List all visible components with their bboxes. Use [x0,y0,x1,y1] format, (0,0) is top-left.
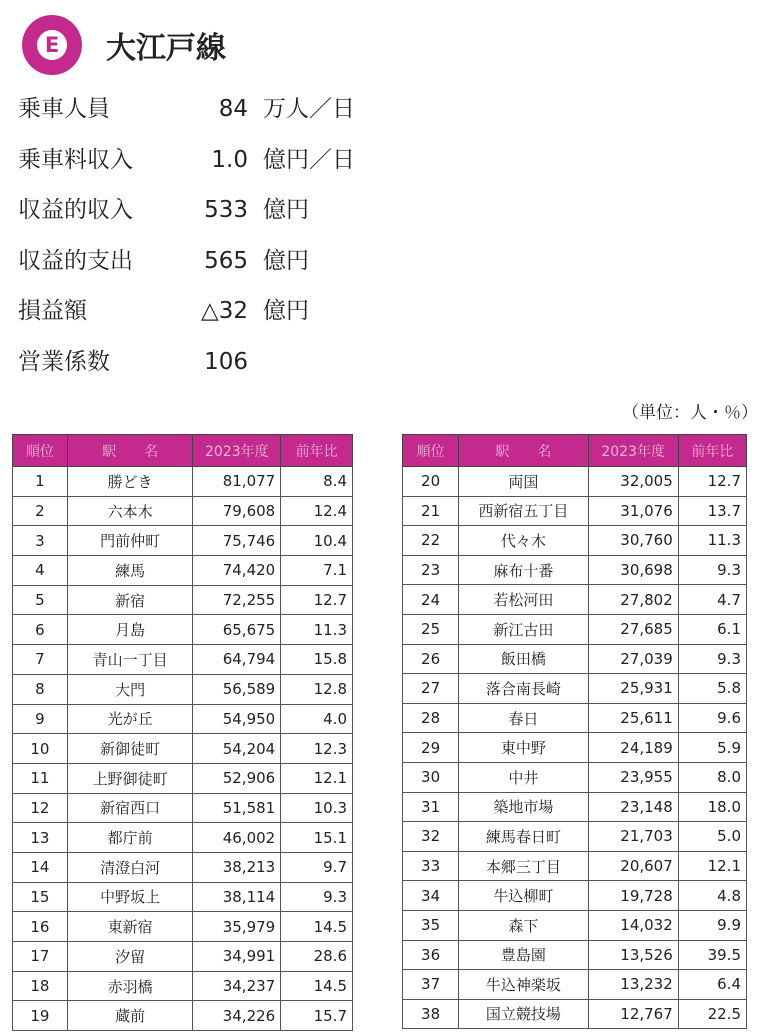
cell-yoy: 12.7 [281,585,353,615]
table-row [13,467,353,497]
cell-station: 新江古田 [459,614,588,644]
col-header-rank: 順位 [13,435,68,467]
cell-rank: 4 [13,556,68,586]
cell-station: 若松河田 [459,585,588,615]
cell-rank: 16 [13,912,68,942]
col-header-yoy: 前年比 [281,435,353,467]
col-header-yoy: 前年比 [678,435,746,467]
cell-ridership: 13,232 [588,970,678,1000]
cell-station: 勝どき [67,467,193,497]
cell-yoy: 9.3 [678,555,746,585]
stat-label: 損益額 [18,298,87,324]
cell-yoy: 5.8 [678,674,746,704]
page-title: 大江戸線 [106,31,226,66]
cell-rank: 21 [403,496,459,526]
cell-yoy: 9.3 [281,882,353,912]
cell-rank: 6 [13,615,68,645]
cell-station: 新宿 [67,585,193,615]
cell-yoy: 8.4 [281,467,353,497]
cell-yoy: 12.1 [678,851,746,881]
table-row [403,762,747,792]
station-ranking-table-right [402,434,747,1029]
cell-ridership: 38,114 [193,882,281,912]
table-row [13,942,353,972]
cell-station: 上野御徒町 [67,763,193,793]
cell-ridership: 19,728 [588,881,678,911]
cell-station: 麻布十番 [459,555,588,585]
table-row [13,763,353,793]
stat-unit: 億円 [263,298,309,324]
table-header-row [403,435,747,467]
cell-yoy: 12.1 [281,763,353,793]
table-row [403,674,747,704]
cell-ridership: 64,794 [193,645,281,675]
table-row [403,910,747,940]
col-header-station: 駅 名 [67,435,193,467]
cell-yoy: 28.6 [281,942,353,972]
stat-label: 乗車料収入 [18,146,133,173]
cell-station: 飯田橋 [459,644,588,674]
cell-station: 牛込柳町 [459,881,588,911]
cell-ridership: 21,703 [588,822,678,852]
cell-station: 東新宿 [67,912,193,942]
table-row [403,703,747,733]
cell-rank: 27 [403,674,459,704]
stat-label: 収益的収入 [18,197,133,223]
cell-rank: 31 [403,792,459,822]
stat-label: 営業係数 [18,348,110,375]
cell-ridership: 46,002 [193,823,281,853]
cell-yoy: 12.7 [678,467,746,497]
cell-station: 森下 [459,910,588,940]
col-header-ridership: 2023年度 [193,435,281,467]
cell-rank: 1 [13,467,68,497]
cell-rank: 29 [403,733,459,763]
cell-rank: 22 [403,526,459,556]
cell-station: 光が丘 [67,704,193,734]
cell-yoy: 12.4 [281,496,353,526]
cell-station: 豊島園 [459,940,588,970]
table-row [13,526,353,556]
cell-rank: 37 [403,970,459,1000]
cell-ridership: 54,204 [193,734,281,764]
table-row [13,645,353,675]
table-row [13,556,353,586]
cell-ridership: 65,675 [193,615,281,645]
cell-rank: 33 [403,851,459,881]
cell-rank: 18 [13,971,68,1001]
cell-yoy: 9.6 [678,703,746,733]
cell-rank: 28 [403,703,459,733]
cell-ridership: 25,611 [588,703,678,733]
table-row [13,793,353,823]
cell-rank: 10 [13,734,68,764]
cell-station: 落合南長崎 [459,674,588,704]
cell-rank: 26 [403,644,459,674]
cell-rank: 5 [13,585,68,615]
cell-station: 赤羽橋 [67,971,193,1001]
table-row [13,585,353,615]
table-row [13,882,353,912]
table-row [403,644,747,674]
cell-rank: 13 [13,823,68,853]
cell-ridership: 27,802 [588,585,678,615]
col-header-station: 駅 名 [459,435,588,467]
cell-station: 都庁前 [67,823,193,853]
stat-value: 533 [204,197,248,223]
cell-yoy: 4.7 [678,585,746,615]
cell-station: 春日 [459,703,588,733]
cell-yoy: 11.3 [678,526,746,556]
cell-ridership: 35,979 [193,912,281,942]
cell-yoy: 10.4 [281,526,353,556]
cell-yoy: 13.7 [678,496,746,526]
cell-station: 東中野 [459,733,588,763]
cell-yoy: 5.0 [678,822,746,852]
cell-yoy: 14.5 [281,912,353,942]
table-row [403,999,747,1029]
cell-ridership: 14,032 [588,910,678,940]
cell-ridership: 74,420 [193,556,281,586]
cell-ridership: 30,698 [588,555,678,585]
cell-ridership: 52,906 [193,763,281,793]
line-logo-icon [22,15,82,75]
table-row [13,674,353,704]
cell-rank: 11 [13,763,68,793]
cell-station: 代々木 [459,526,588,556]
line-logo-letter: E [37,30,67,60]
cell-ridership: 13,526 [588,940,678,970]
cell-yoy: 11.3 [281,615,353,645]
cell-station: 六本木 [67,496,193,526]
cell-station: 汐留 [67,942,193,972]
cell-ridership: 81,077 [193,467,281,497]
cell-ridership: 34,991 [193,942,281,972]
cell-ridership: 54,950 [193,704,281,734]
table-row [403,970,747,1000]
cell-ridership: 51,581 [193,793,281,823]
cell-ridership: 38,213 [193,852,281,882]
cell-station: 練馬春日町 [459,822,588,852]
cell-yoy: 12.8 [281,674,353,704]
table-row [13,912,353,942]
cell-ridership: 75,746 [193,526,281,556]
cell-ridership: 20,607 [588,851,678,881]
table-row [13,971,353,1001]
table-row [403,614,747,644]
cell-ridership: 23,955 [588,762,678,792]
cell-ridership: 27,039 [588,644,678,674]
cell-yoy: 22.5 [678,999,746,1029]
cell-yoy: 15.7 [281,1001,353,1031]
cell-yoy: 7.1 [281,556,353,586]
cell-rank: 25 [403,614,459,644]
table-header-row [13,435,353,467]
table-row [13,1001,353,1031]
stat-label: 乗車人員 [18,96,110,122]
cell-ridership: 25,931 [588,674,678,704]
stat-value: 84 [218,96,248,122]
cell-yoy: 15.8 [281,645,353,675]
cell-station: 中井 [459,762,588,792]
cell-rank: 3 [13,526,68,556]
stat-unit: 万人／日 [263,96,355,122]
stat-unit: 億円 [263,247,309,274]
cell-station: 大門 [67,674,193,704]
cell-rank: 9 [13,704,68,734]
stat-unit: 億円 [263,197,309,223]
cell-ridership: 23,148 [588,792,678,822]
table-row [403,851,747,881]
cell-rank: 35 [403,910,459,940]
table-row [13,734,353,764]
cell-ridership: 12,767 [588,999,678,1029]
cell-rank: 17 [13,942,68,972]
cell-ridership: 34,226 [193,1001,281,1031]
cell-yoy: 4.8 [678,881,746,911]
cell-rank: 23 [403,555,459,585]
cell-yoy: 5.9 [678,733,746,763]
cell-yoy: 15.1 [281,823,353,853]
cell-rank: 15 [13,882,68,912]
cell-station: 新宿西口 [67,793,193,823]
cell-yoy: 6.4 [678,970,746,1000]
cell-station: 両国 [459,467,588,497]
table-row [403,792,747,822]
table-row [403,940,747,970]
cell-rank: 38 [403,999,459,1029]
stat-value: 1.0 [211,146,248,173]
cell-rank: 7 [13,645,68,675]
cell-station: 門前仲町 [67,526,193,556]
cell-rank: 30 [403,762,459,792]
cell-station: 蔵前 [67,1001,193,1031]
table-row [13,496,353,526]
cell-yoy: 10.3 [281,793,353,823]
stat-label: 収益的支出 [18,247,133,274]
cell-ridership: 56,589 [193,674,281,704]
cell-rank: 32 [403,822,459,852]
cell-station: 国立競技場 [459,999,588,1029]
stat-unit: 億円／日 [263,146,355,173]
cell-rank: 12 [13,793,68,823]
cell-station: 中野坂上 [67,882,193,912]
cell-station: 西新宿五丁目 [459,496,588,526]
cell-yoy: 12.3 [281,734,353,764]
cell-yoy: 14.5 [281,971,353,1001]
cell-ridership: 32,005 [588,467,678,497]
cell-yoy: 18.0 [678,792,746,822]
table-row [13,704,353,734]
table-row [13,852,353,882]
table-row [403,467,747,497]
station-ranking-table-left [12,434,353,1031]
table-row [13,615,353,645]
page-header [22,14,226,76]
cell-yoy: 8.0 [678,762,746,792]
cell-ridership: 72,255 [193,585,281,615]
table-row [403,733,747,763]
stat-value: 565 [204,247,248,274]
table-row [403,526,747,556]
col-header-ridership: 2023年度 [588,435,678,467]
cell-ridership: 34,237 [193,971,281,1001]
col-header-rank: 順位 [403,435,459,467]
cell-station: 築地市場 [459,792,588,822]
cell-ridership: 27,685 [588,614,678,644]
cell-yoy: 39.5 [678,940,746,970]
table-row [403,555,747,585]
table-row [403,822,747,852]
cell-rank: 34 [403,881,459,911]
cell-station: 本郷三丁目 [459,851,588,881]
cell-rank: 20 [403,467,459,497]
cell-ridership: 24,189 [588,733,678,763]
cell-station: 練馬 [67,556,193,586]
cell-rank: 19 [13,1001,68,1031]
stat-value: 106 [204,348,248,375]
cell-ridership: 79,608 [193,496,281,526]
table-row [403,881,747,911]
cell-rank: 8 [13,674,68,704]
cell-yoy: 6.1 [678,614,746,644]
cell-station: 青山一丁目 [67,645,193,675]
cell-station: 牛込神楽坂 [459,970,588,1000]
table-row [403,585,747,615]
stat-value: △32 [201,298,248,324]
unit-note: （単位：人・％） [622,403,758,423]
cell-yoy: 4.0 [281,704,353,734]
cell-station: 新御徒町 [67,734,193,764]
cell-ridership: 30,760 [588,526,678,556]
cell-yoy: 9.7 [281,852,353,882]
cell-yoy: 9.3 [678,644,746,674]
cell-rank: 14 [13,852,68,882]
table-row [13,823,353,853]
cell-station: 月島 [67,615,193,645]
table-row [403,496,747,526]
cell-station: 清澄白河 [67,852,193,882]
cell-rank: 2 [13,496,68,526]
cell-yoy: 9.9 [678,910,746,940]
cell-rank: 36 [403,940,459,970]
cell-ridership: 31,076 [588,496,678,526]
cell-rank: 24 [403,585,459,615]
